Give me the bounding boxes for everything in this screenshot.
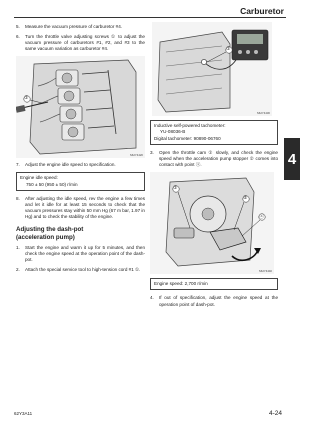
throttle-cam-illustration [150, 172, 274, 274]
figure-tachometer [152, 22, 272, 116]
step-7 [16, 162, 145, 168]
spec-line: YU-08036-B [160, 129, 186, 135]
step-number: 6. [16, 34, 20, 40]
step-text: Turn the throttle valve adjusting screws ① to adjust the vacuum pressure of carburetors #1, #2, and #3 to the same vacuum variation as carburetor #4. [25, 34, 145, 52]
section-title-line: Adjusting the dash-pot [16, 226, 84, 234]
step-text: Open the throttle cam ① slowly, and check the engine speed when the acceleration pump stopper ② comes into contact with point ⓐ. [159, 149, 278, 168]
step-number: 4. [150, 295, 154, 301]
step-text: If out of specification, adjust the engine speed at the operation point of dash-pot. [159, 295, 278, 307]
spec-box-engine-speed [150, 278, 278, 290]
page-header-title: Carburetor [240, 6, 284, 16]
step-number: 1. [16, 244, 20, 250]
chapter-tab-label: 4 [287, 150, 297, 168]
step-4 [150, 295, 278, 307]
figure-callout-1: ① [173, 184, 178, 191]
section-title-line: (acceleration pump) [16, 234, 75, 242]
step-3 [150, 150, 278, 168]
step-number: 2. [16, 266, 20, 272]
header-rule [14, 17, 286, 18]
tachometer-illustration [152, 22, 272, 116]
footer-code: 62Y3A11 [14, 411, 33, 416]
figure-callout-a: ⓐ [259, 213, 265, 220]
dashpot-step-2 [16, 267, 145, 273]
dashpot-step-1 [16, 245, 145, 263]
step-text: Adjust the engine idle speed to specification. [25, 162, 116, 168]
step-text: Measure the vacuum pressure of carburetor #4. [25, 24, 123, 29]
section-title [16, 226, 145, 241]
figure-code: S62Y4440 [258, 269, 272, 274]
figure-code: S62Y4420 [129, 153, 143, 158]
step-number: 5. [16, 24, 20, 29]
step-text: Attach the special service tool to high-tension cord #1 ①. [25, 266, 141, 272]
figure-callout-2: ② [243, 194, 248, 201]
carburetor-illustration [16, 56, 145, 158]
figure-callout-1: ① [226, 45, 231, 52]
figure-throttle-cam [150, 172, 274, 274]
step-8 [16, 196, 145, 220]
step-text: Start the engine and warm it up for 5 minutes, and then check the engine speed at the operation point of the dash-pot. [25, 244, 145, 262]
left-column [16, 24, 145, 277]
step-number: 7. [16, 162, 20, 168]
figure-carburetor-adjust [16, 56, 145, 158]
page-number: 4-24 [268, 410, 282, 417]
right-column [150, 22, 278, 312]
step-6 [16, 34, 145, 52]
step-number: 3. [150, 149, 154, 155]
step-number: 8. [16, 196, 20, 202]
spec-box-tachometer [150, 120, 278, 145]
figure-callout-1: ① [24, 94, 29, 101]
step-text: After adjusting the idle speed, rev the engine a few times and let it idle for at least 15 seconds to check that the vacuum pressures stay within 50 mm Hg (67 m bar, 1.97 in Hg) and to check the stability of the engine. [25, 196, 145, 220]
figure-code: S62Y4430 [256, 111, 270, 115]
spec-line: Inductive self-powered tachometer: [154, 123, 226, 128]
spec-label: Engine idle speed: [20, 175, 58, 181]
spec-value: 750 ± 50 (950 ± 50) r/min [26, 181, 78, 187]
spec-label: Engine speed: 2,700 r/min [154, 281, 208, 287]
step-5 [16, 24, 145, 30]
spec-line: Digital tachometer: 90890-06760 [154, 135, 221, 141]
chapter-tab [284, 138, 300, 180]
spec-box-idle-speed [16, 172, 145, 191]
